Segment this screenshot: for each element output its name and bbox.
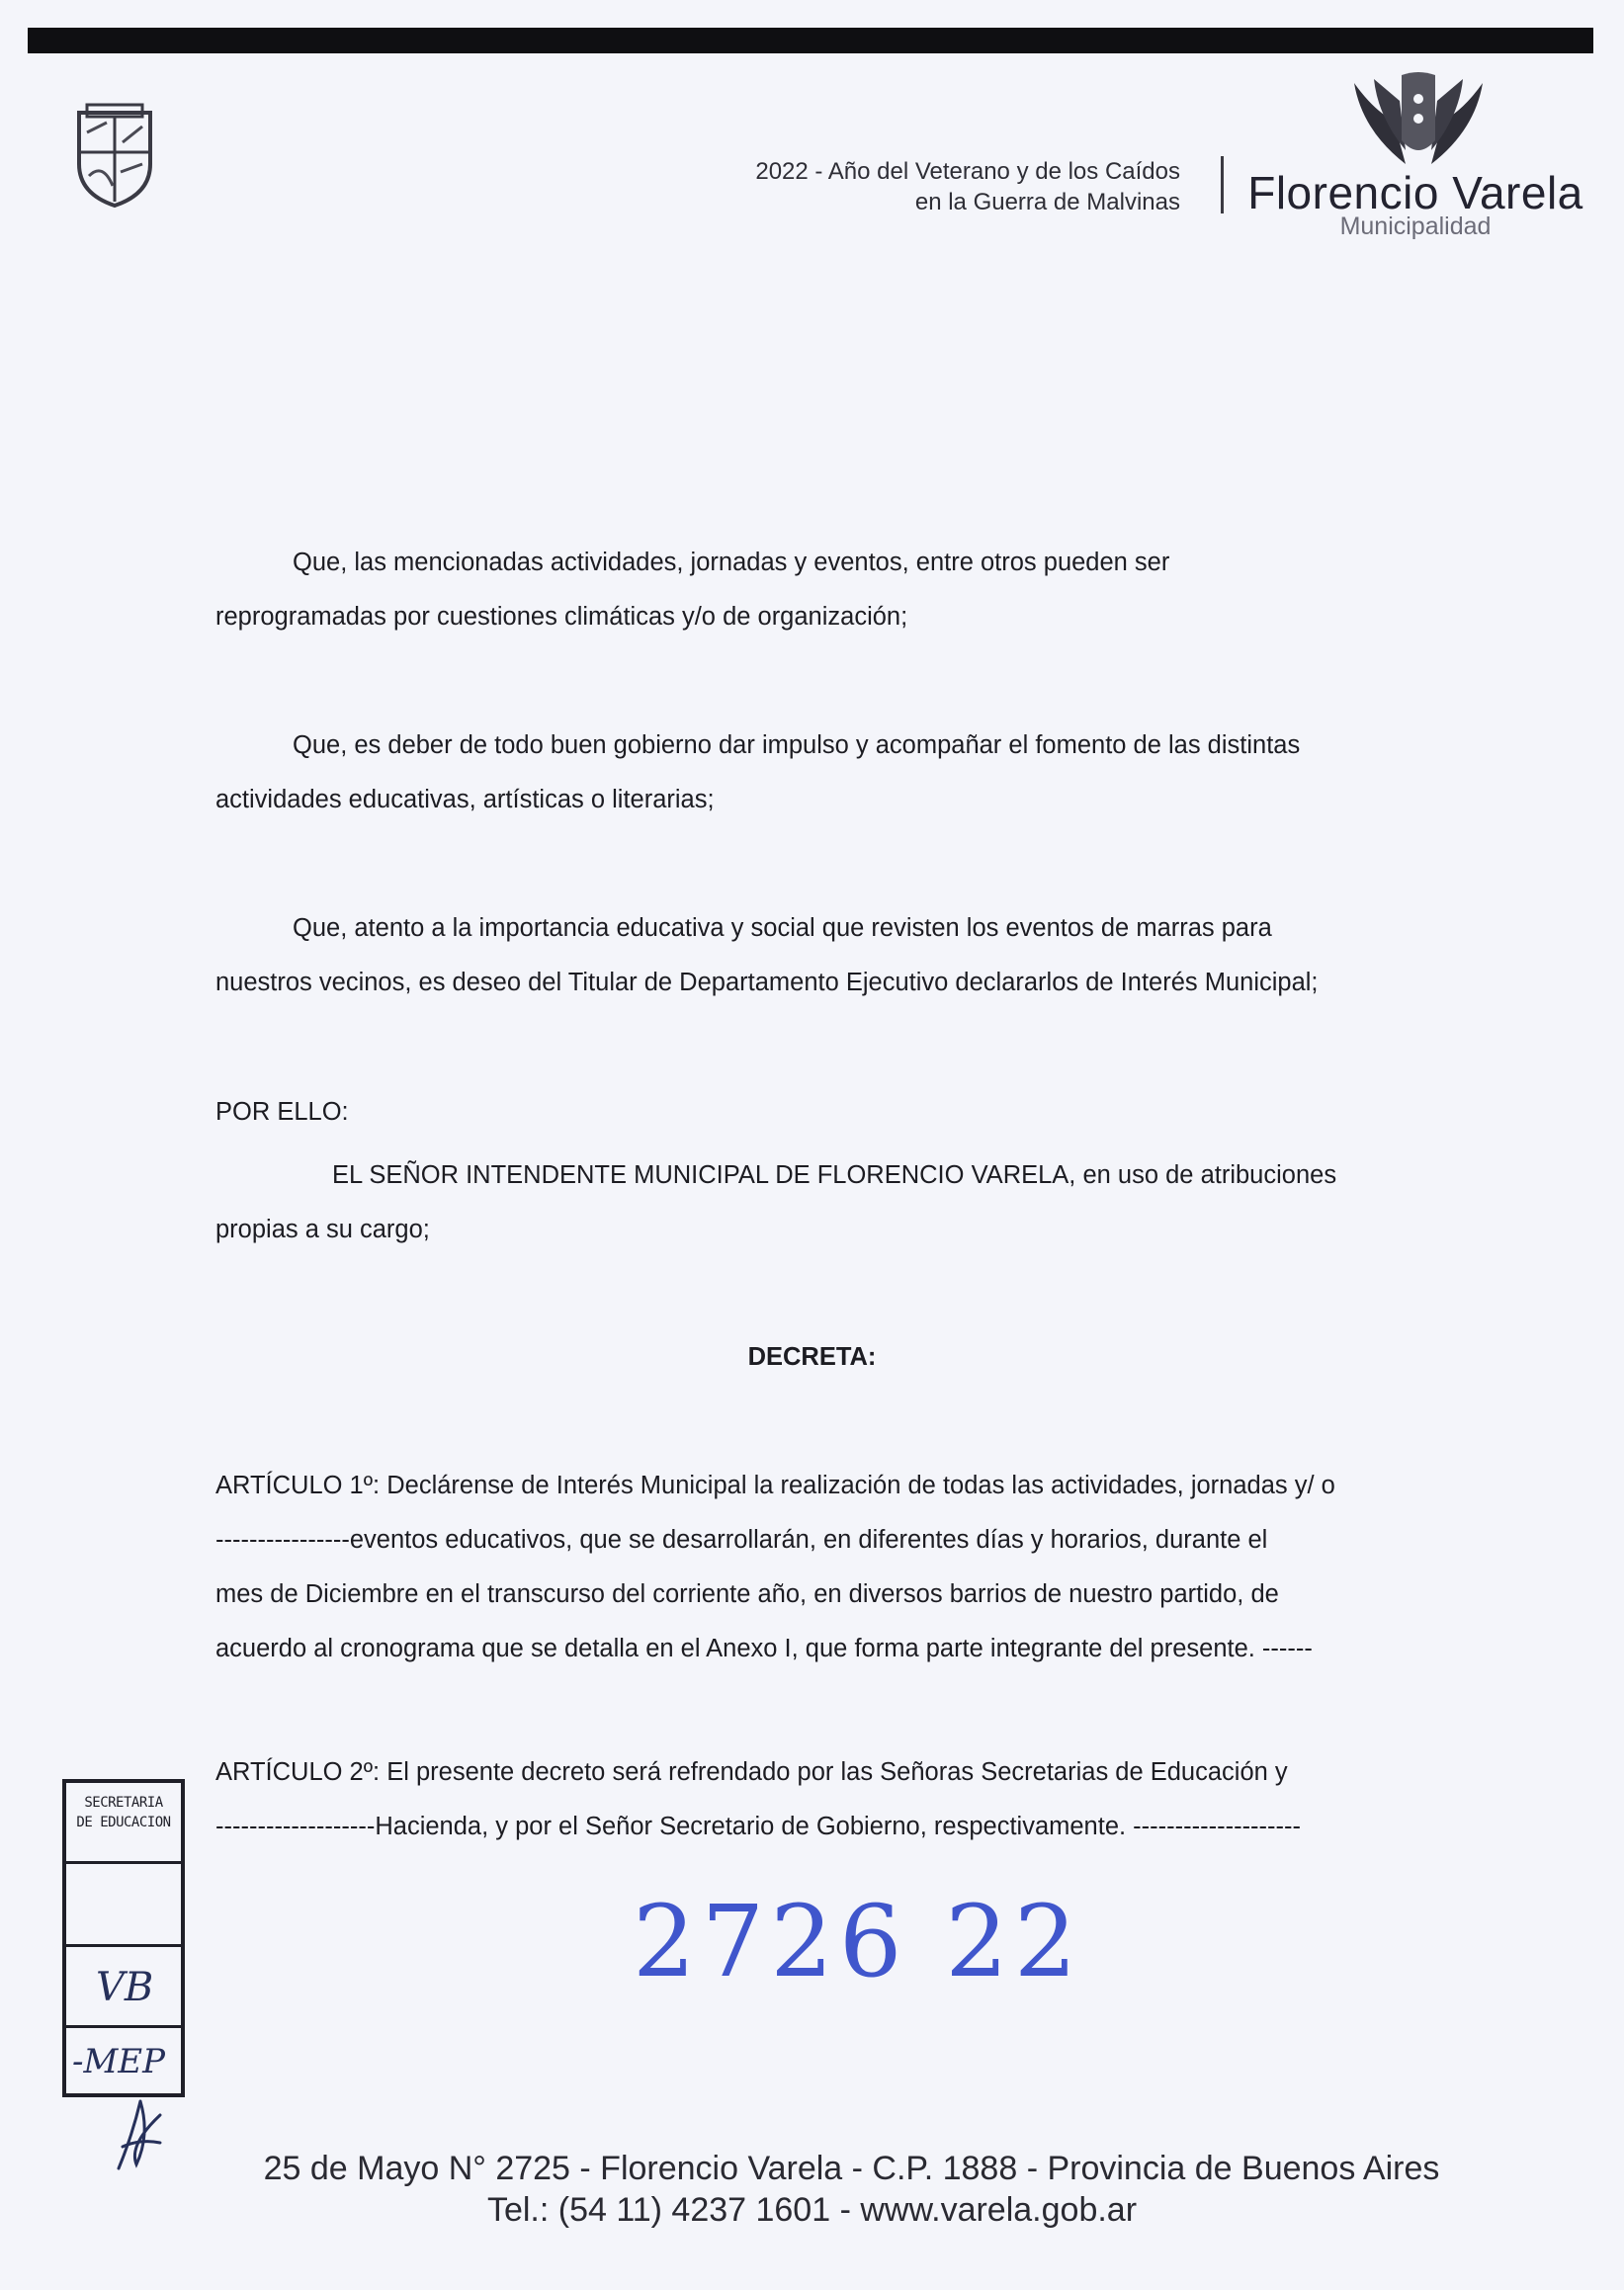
stamp-title-cell [66, 1783, 181, 1864]
articulo-1 [215, 1459, 1400, 1676]
stamp-empty-cell [66, 1864, 181, 1947]
scan-top-border [28, 28, 1593, 53]
paragraph-line [215, 536, 1400, 590]
handwritten-initials-1: VB [96, 1965, 154, 2010]
paragraph-line: ARTÍCULO 2º: El presente decreto será refrendado por las Señoras Secretarias de Educación y [215, 1758, 1288, 1786]
paragraph-line: propias a su cargo; [215, 1216, 430, 1243]
paragraph-considerando-3 [215, 901, 1400, 1010]
paragraph-intendente [215, 1148, 1400, 1257]
stamp-title-line-2: DE EDUCACION [76, 1815, 171, 1830]
paragraph-considerando-2 [215, 719, 1400, 827]
paragraph-line: mes de Diciembre en el transcurso del corriente año, en diversos barrios de nuestro partido, de [215, 1580, 1279, 1608]
year-line-1: 2022 - Año del Veterano y de los Caídos [755, 158, 1180, 185]
handwritten-initials-2: -MEP [72, 2042, 165, 2081]
paragraph-line: ARTÍCULO 1º: Declárense de Interés Municipal la realización de todas las actividades, jornadas y/ o [215, 1472, 1335, 1499]
municipality-name: Florencio Varela [1247, 167, 1583, 218]
year-line-2: en la Guerra de Malvinas [914, 189, 1180, 215]
paragraph-text: EL SEÑOR INTENDENTE MUNICIPAL DE FLORENCIO VARELA, en uso de atribuciones [332, 1161, 1337, 1189]
municipal-crest-icon [73, 103, 156, 210]
paragraph-considerando-1 [215, 536, 1400, 644]
footer-address: 25 de Mayo N° 2725 - Florencio Varela - C.P. 1888 - Provincia de Buenos Aires [263, 2150, 1440, 2187]
florencio-varela-logo-icon [1344, 71, 1493, 170]
header-divider [1221, 156, 1224, 213]
decree-number-stamp: 2726 22 [633, 1884, 1083, 1999]
paragraph-text: Que, es deber de todo buen gobierno dar impulso y acompañar el fomento de las distintas [293, 731, 1301, 759]
municipality-subtitle: Municipalidad [1339, 212, 1492, 240]
paragraph-line: actividades educativas, artísticas o literarias; [215, 786, 715, 813]
paragraph-line [215, 901, 1400, 956]
stamp-title-line-1: SECRETARIA [84, 1795, 163, 1811]
paragraph-line: -------------------Hacienda, y por el Señor Secretario de Gobierno, respectivamente. -------------------- [215, 1813, 1302, 1840]
articulo-2 [215, 1745, 1400, 1854]
paragraph-text: Que, atento a la importancia educativa y social que revisten los eventos de marras para [293, 914, 1272, 942]
paragraph-text: Que, las mencionadas actividades, jornadas y eventos, entre otros pueden ser [293, 549, 1170, 576]
paragraph-line: acuerdo al cronograma que se detalla en el Anexo I, que forma parte integrante del presente. ------ [215, 1635, 1313, 1662]
paragraph-line: reprogramadas por cuestiones climáticas y/o de organización; [215, 603, 908, 631]
paragraph-line [215, 1148, 1400, 1203]
paragraph-line [215, 719, 1400, 773]
stamp-initials-cell [66, 1947, 181, 2028]
commemorative-year-text [593, 156, 1180, 217]
decreta-heading: DECRETA: [747, 1343, 877, 1371]
stamp-title [66, 1783, 181, 1832]
paragraph-line: nuestros vecinos, es deseo del Titular de Departamento Ejecutivo declararlos de Interés Municipal; [215, 969, 1319, 996]
por-ello-label: POR ELLO: [215, 1098, 349, 1126]
paragraph-line: ----------------eventos educativos, que se desarrollarán, en diferentes días y horarios, durante el [215, 1526, 1268, 1554]
stamp-initials-cell [66, 2028, 181, 2093]
secretaria-educacion-stamp [62, 1779, 185, 2097]
footer-contact: Tel.: (54 11) 4237 1601 - www.varela.gob.ar [486, 2191, 1138, 2229]
